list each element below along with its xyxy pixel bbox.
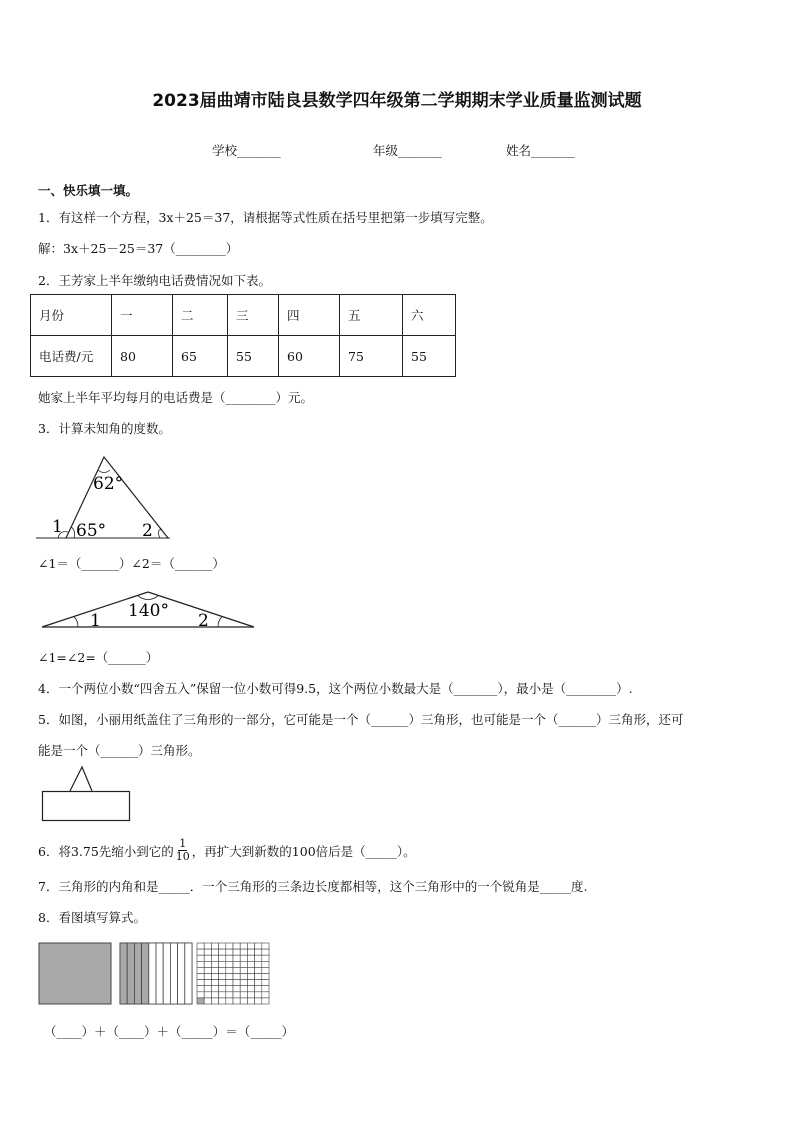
hundredth-cell [211,986,218,992]
hundredth-cell [219,961,226,967]
covered-triangle-figure [40,765,134,823]
hundredth-cell [262,986,269,992]
angle-label-top: 140° [128,601,169,621]
angle-label-2: 2 [198,611,209,631]
hundredth-cell [219,980,226,986]
hundredth-cell [197,949,204,955]
hundredth-cell [226,967,233,973]
table-cell: 55 [403,336,456,377]
hundredth-cell [240,949,247,955]
question-8: 8．看图填写算式。 [38,910,146,925]
tenth-strip [127,943,134,1004]
hundredth-cell [247,998,254,1004]
hundredth-cell [262,980,269,986]
hundredth-cell [240,992,247,998]
tenth-strip [134,943,141,1004]
tenth-strip [120,943,127,1004]
name-field: 姓名_______ [506,143,575,158]
hundredth-cell [233,974,240,980]
question-6-after: ，再扩大到新数的100倍后是（_____）。 [191,843,416,859]
hundredth-cell [211,961,218,967]
hundredth-cell [219,955,226,961]
hundredth-cell [255,974,262,980]
table-cell: 五 [340,295,403,336]
fraction-denominator: 10 [175,850,190,863]
hundredth-cell [219,998,226,1004]
hundredth-cell [240,943,247,949]
hundredth-cell [255,955,262,961]
hundredth-cell [240,961,247,967]
hundredth-cell [233,967,240,973]
hundredth-cell [255,961,262,967]
question-5-line-1: 5．如图，小丽用纸盖住了三角形的一部分，它可能是一个（______）三角形，也可能是一个（______）三角形，还可 [38,712,684,727]
table-row [31,295,456,336]
question-6-before: 6．将3.75先缩小到它的 [38,843,174,859]
hundredth-cell [247,986,254,992]
hundredth-cell [262,961,269,967]
triangle-tip [70,767,92,791]
triangle-figure-1 [36,450,176,545]
hundredth-cell [233,980,240,986]
angle-arc [74,617,78,627]
hundredth-cell [247,955,254,961]
school-field: 学校_______ [212,143,281,158]
full-square [39,943,111,1004]
table-row [31,336,456,377]
hundredth-cell [247,967,254,973]
hundredth-cell [219,992,226,998]
hundredth-cell [247,992,254,998]
hundredth-cell [204,974,211,980]
hundredth-cell [204,943,211,949]
hundredth-cell [219,986,226,992]
hundredth-cell [247,961,254,967]
table-cell: 55 [228,336,279,377]
angle-arc [138,596,158,600]
angle-label-left: 65° [76,521,107,541]
question-2-followup: 她家上半年平均每月的电话费是（________）元。 [38,390,314,405]
hundredth-cell [233,986,240,992]
table-cell: 75 [340,336,403,377]
tenth-strip [149,943,156,1004]
question-3: 3．计算未知角的度数。 [38,421,171,436]
hundredth-cell [262,949,269,955]
hundredth-cell [240,986,247,992]
hundredth-cell [211,998,218,1004]
hundredth-cell [211,992,218,998]
phone-fee-table [30,294,456,377]
hundredth-cell [233,998,240,1004]
hundredths-square [197,943,269,1004]
fraction [176,838,190,863]
hundredth-cell [219,967,226,973]
hundredth-cell [226,955,233,961]
table-cell: 电话费/元 [31,336,112,377]
angle-arc [71,527,75,538]
hundredth-cell [204,961,211,967]
question-7: 7．三角形的内角和是_____．一个三角形的三条边长度都相等，这个三角形中的一个锐角是_____度. [38,879,588,894]
hundredth-cell [197,998,204,1004]
hundredth-cell [197,986,204,992]
hundredth-cell [255,949,262,955]
triangle-figure-2 [38,584,260,634]
hundredth-cell [255,998,262,1004]
hundredth-cell [219,943,226,949]
hundredth-cell [240,967,247,973]
question-1-solution: 解：3x＋25－25＝37（________） [38,241,239,256]
tenth-strip [163,943,170,1004]
angle-label-1: 1 [52,517,63,537]
hundredth-cell [204,992,211,998]
hundredth-cell [247,980,254,986]
hundredth-cell [211,967,218,973]
hundredth-cell [197,955,204,961]
question-6 [38,838,416,863]
hundredth-cell [262,943,269,949]
hundredth-cell [204,955,211,961]
grade-field: 年级_______ [373,143,442,158]
angle-label-2: 2 [142,521,153,541]
tenths-square [120,943,192,1004]
tenth-strip [142,943,149,1004]
hundredth-cell [233,949,240,955]
hundredth-cell [226,961,233,967]
hundredth-cell [247,974,254,980]
hundredth-cell [255,967,262,973]
hundredth-cell [204,967,211,973]
hundredth-cell [204,980,211,986]
hundredth-cell [226,980,233,986]
hundredth-cell [233,943,240,949]
question-2: 2．王芳家上半年缴纳电话费情况如下表。 [38,273,271,288]
hundredth-cell [226,974,233,980]
question-4: 4．一个两位小数“四舍五入”保留一位小数可得9.5，这个两位小数最大是（_______），最小是（________）. [38,681,633,696]
hundredth-cell [197,974,204,980]
tenth-strip [170,943,177,1004]
hundredth-cell [226,986,233,992]
section-heading: 一、快乐填一填。 [38,183,139,198]
hundredth-cell [247,943,254,949]
hundredth-cell [233,955,240,961]
table-cell: 80 [112,336,173,377]
hundredth-cell [204,986,211,992]
table-cell: 月份 [31,295,112,336]
hundredth-cell [240,955,247,961]
hundredth-cell [240,980,247,986]
hundredth-cell [197,967,204,973]
hundredth-cell [211,955,218,961]
question-3-answer-1: ∠1＝（______）∠2＝（______） [38,556,225,571]
hundredth-cell [211,949,218,955]
hundredth-cell [240,974,247,980]
hundredth-cell [262,955,269,961]
hundredth-cell [247,949,254,955]
table-cell: 四 [279,295,340,336]
question-1: 1．有这样一个方程，3x＋25＝37，请根据等式性质在括号里把第一步填写完整。 [38,210,493,225]
hundredth-cell [262,992,269,998]
hundredth-cell [255,986,262,992]
angle-arc [218,617,222,627]
angle-label-top: 62° [93,474,124,494]
hundredth-cell [219,949,226,955]
table-cell: 六 [403,295,456,336]
question-3-answer-2: ∠1=∠2=（______） [38,650,159,665]
question-8-formula: （____）＋（____）＋（_____）＝（_____） [44,1024,295,1039]
hundredths-cells [197,943,269,1004]
hundredth-cell [204,949,211,955]
hundredth-cell [226,949,233,955]
hundredth-cell [219,974,226,980]
hundredth-cell [262,998,269,1004]
hundredth-cell [211,974,218,980]
question-5-line-2: 能是一个（______）三角形。 [38,743,201,758]
hundredth-cell [197,992,204,998]
page-title: 2023届曲靖市陆良县数学四年级第二学期期末学业质量监测试题 [152,91,642,111]
fraction-numerator: 1 [179,837,187,850]
hundredth-cell [255,943,262,949]
hundredth-cell [226,998,233,1004]
table-cell: 60 [279,336,340,377]
tenth-strip [178,943,185,1004]
tenth-strip [156,943,163,1004]
paper-cover [43,792,130,821]
hundredth-cell [233,961,240,967]
hundredth-cell [233,992,240,998]
tenths-strips [120,943,192,1004]
hundredth-cell [262,974,269,980]
hundredth-cell [204,998,211,1004]
hundredth-cell [197,961,204,967]
hundredth-cell [197,980,204,986]
hundredth-cell [226,992,233,998]
table-cell: 三 [228,295,279,336]
tenth-strip [185,943,192,1004]
table-cell: 二 [173,295,228,336]
table-cell: 65 [173,336,228,377]
hundredth-cell [226,943,233,949]
table-cell: 一 [112,295,173,336]
hundredth-cell [262,967,269,973]
hundredth-cell [211,943,218,949]
hundredth-cell [255,992,262,998]
decimal-grids-figure [38,941,270,1005]
angle-label-1: 1 [90,611,101,631]
hundredth-cell [197,943,204,949]
hundredth-cell [211,980,218,986]
hundredth-cell [240,998,247,1004]
hundredth-cell [255,980,262,986]
angle-arc [98,470,110,473]
